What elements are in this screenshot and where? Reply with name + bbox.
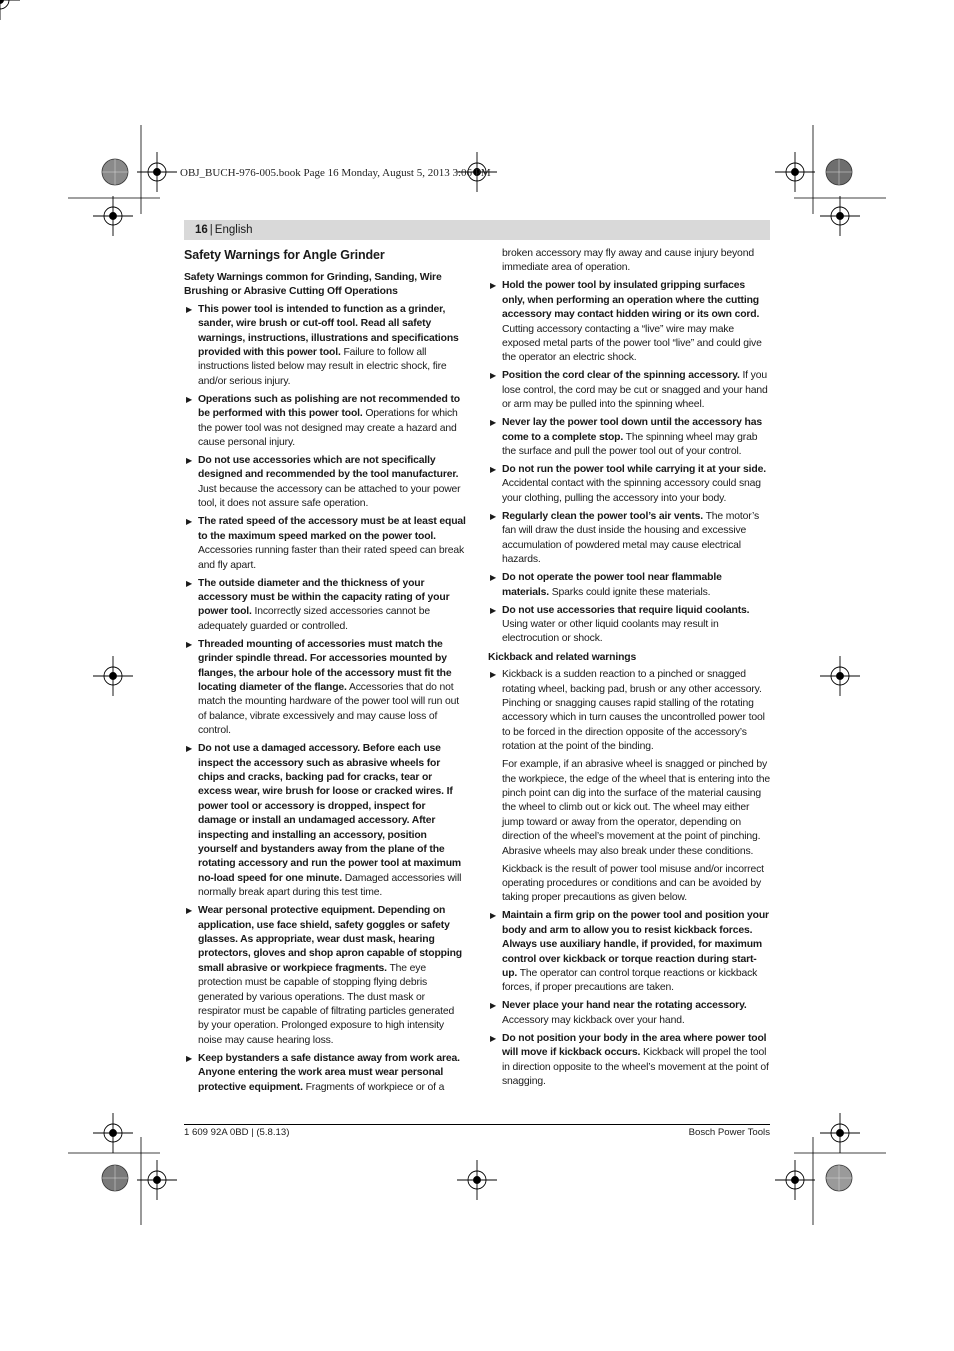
warning-bold-text: Regularly clean the power tool’s air vents. [502, 510, 704, 522]
warning-explanation: Accidental contact with the spinning accessory could snag your clothing, pulling the accessory into your body. [502, 478, 761, 504]
bullet-icon: ▶ [490, 371, 497, 381]
right-warning-list [488, 279, 770, 646]
bullet-icon: ▶ [490, 1001, 497, 1011]
warning-bold-text: Keep bystanders a safe distance away from work area. Anyone entering the work area must wear personal protective equipment. [198, 1052, 460, 1093]
warning-explanation: The operator can control torque reactions or kickback forces, if proper precautions are taken. [502, 968, 758, 994]
warning-bold-text: Maintain a firm grip on the power tool and position your body and arm to allow you to resist kickback forces. Always use auxiliary handle, if provided, for maximum control over kickback or torque reaction during start-up. [502, 910, 769, 980]
bullet-icon: ▶ [186, 906, 193, 916]
warning-item [488, 369, 770, 412]
bullet-icon: ▶ [490, 911, 497, 921]
warning-explanation: Fragments of workpiece or of a [302, 1081, 445, 1093]
warning-explanation: Sparks could ignite these materials. [549, 586, 711, 598]
left-column [184, 247, 466, 1099]
bullet-icon: ▶ [186, 394, 193, 404]
warning-item [488, 1032, 770, 1090]
bullet-icon: ▶ [490, 465, 497, 475]
warning-bold-text: Never lay the power tool down until the accessory has come to a complete stop. [502, 417, 762, 443]
warning-item [488, 571, 770, 600]
warning-bold-text: Do not use accessories which are not specifically designed and recommended by the tool manufacturer. [198, 455, 459, 481]
warning-item [184, 303, 466, 389]
warning-explanation: Damaged accessories will normally break apart during this test time. [198, 872, 462, 899]
warning-item [488, 416, 770, 459]
warning-item [488, 999, 770, 1028]
kickback-cause: Kickback is the result of power tool misuse and/or incorrect operating procedures or conditions and can be avoided by taking proper precautions as given below. [502, 863, 764, 904]
header-separator: | [209, 224, 213, 236]
warning-item [184, 1052, 466, 1095]
page-header [184, 220, 770, 240]
kickback-warning-list [488, 909, 770, 1089]
warning-bold-text: Position the cord clear of the spinning accessory. [502, 370, 740, 382]
warning-item [184, 454, 466, 512]
kickback-heading: Kickback and related warnings [488, 651, 637, 663]
section-subtitle: Safety Warnings common for Grinding, Sanding, Wire Brushing or Abrasive Cutting Off Operations [184, 272, 442, 298]
footer-brand: Bosch Power Tools [688, 1127, 770, 1138]
warning-bold-text: Hold the power tool by insulated gripping surfaces only, when performing an operation where the cutting accessory may contact hidden wiring or its own cord. [502, 280, 760, 321]
warning-explanation: If you lose control, the cord may be cut or snagged and your hand or arm may be pulled into the spinning wheel. [502, 370, 768, 411]
bullet-icon: ▶ [490, 573, 497, 583]
warning-explanation: Incorrectly sized accessories cannot be adequately guarded or controlled. [198, 606, 430, 632]
warning-explanation: Just because the accessory can be attached to your power tool, it does not assure safe operation. [198, 483, 461, 510]
warning-explanation: Operations for which the power tool was not designed may create a hazard and cause personal injury. [198, 408, 458, 449]
left-warning-list [184, 303, 466, 1095]
continued-text: broken accessory may fly away and cause injury beyond immediate area of operation. [502, 248, 754, 274]
warning-explanation: Using water or other liquid coolants may result in electrocution or shock. [502, 618, 719, 645]
warning-bold-text: The rated speed of the accessory must be at least equal to the maximum speed marked on the power tool. [198, 516, 466, 542]
warning-explanation: Accessories running faster than their rated speed can break and fly apart. [198, 545, 465, 571]
warning-item [488, 510, 770, 568]
print-slug: OBJ_BUCH-976-005.book Page 16 Monday, August 5, 2013 3:06 PM [180, 167, 491, 179]
bullet-icon: ▶ [490, 1033, 497, 1043]
bullet-icon: ▶ [490, 670, 497, 680]
page-number: 16 [195, 224, 208, 236]
warning-item [184, 638, 466, 739]
header-language: English [214, 224, 253, 236]
bullet-icon: ▶ [186, 744, 193, 754]
warning-item [488, 463, 770, 506]
warning-bold-text: This power tool is intended to function as a grinder, sander, wire brush or cut-off tool. Read all safety warnings, instructions, illustrations and specifications provided with this power tool. [198, 303, 459, 359]
warning-explanation: The motor’s fan will draw the dust inside the housing and excessive accumulation of powdered metal may cause electrical hazards. [502, 510, 759, 566]
warning-item [184, 393, 466, 451]
warning-item [488, 909, 770, 995]
warning-explanation: The spinning wheel may grab the surface and pull the power tool out of your control. [502, 431, 758, 458]
warning-bold-text: Operations such as polishing are not recommended to be performed with this power tool. [198, 393, 460, 420]
section-title: Safety Warnings for Angle Grinder [184, 248, 385, 262]
warning-item [184, 577, 466, 635]
kickback-example: For example, if an abrasive wheel is snagged or pinched by the workpiece, the edge of the wheel that is entering into the pinch point can dig into the surface of the material causing the wheel to climb out or kick out. The wheel may either jump toward or away from the operator, depending on direction of the wheel’s movement at the point of pinching. Abrasive wheels may also break under these conditions. [502, 759, 770, 857]
warning-explanation: Failure to follow all instructions listed below may result in electric shock, fire and/or serious injury. [198, 347, 447, 387]
kickback-intro: ▶ Kickback is a sudden reaction to a pinched or snagged rotating wheel, backing pad, brush or any other accessory. Pinching or snagging causes rapid stalling of the rotating accessory which in turn causes the uncontrolled power tool to be forced in the direction opposite of the accessory’s rotation at the point of the binding. [490, 669, 765, 753]
warning-bold-text: Never place your hand near the rotating accessory. [502, 1000, 747, 1012]
warning-item [488, 279, 770, 365]
crosshair-marks [0, 0, 20, 20]
bullet-icon: ▶ [186, 304, 193, 314]
bullet-icon: ▶ [186, 639, 193, 649]
bullet-icon: ▶ [490, 418, 497, 428]
warning-bold-text: Threaded mounting of accessories must match the grinder spindle thread. For accessories mounted by flanges, the arbour hole of the accessory must fit the locating diameter of the flange. [198, 638, 452, 693]
bullet-icon: ▶ [186, 517, 193, 527]
warning-explanation: Kickback will propel the tool in direction opposite to the wheel’s movement at the point of snagging. [502, 1047, 769, 1088]
warning-explanation: Cutting accessory contacting a “live” wire may make exposed metal parts of the power tool “live” and could give the operator an electric shock. [502, 323, 762, 364]
warning-explanation: Accessories that do not match the mounting hardware of the power tool will run out of balance, vibrate excessively and may cause loss of control. [198, 681, 460, 737]
warning-bold-text: The outside diameter and the thickness of your accessory must be within the capacity rating of your power tool. [198, 577, 450, 618]
warning-item [488, 604, 770, 647]
warning-bold-text: Wear personal protective equipment. Depending on application, use face shield, safety goggles or safety glasses. As appropriate, wear dust mask, hearing protectors, gloves and shop apron capable of stopping small abrasive or workpiece fragments. [198, 905, 462, 974]
warning-explanation: The eye protection must be capable of stopping flying debris generated by various operations. The dust mask or respirator must be capable of filtrating particles generated by your operation. Prolonged exposure to high intensity noise may cause hearing loss. [198, 962, 455, 1046]
bullet-icon: ▶ [490, 511, 497, 521]
bullet-icon: ▶ [186, 1053, 193, 1063]
bullet-icon: ▶ [490, 281, 497, 291]
warning-explanation: Accessory may kickback over your hand. [502, 1014, 685, 1026]
bullet-icon: ▶ [490, 605, 497, 615]
footer-rule [184, 1124, 770, 1125]
warning-item [184, 904, 466, 1048]
warning-bold-text: Do not operate the power tool near flammable materials. [502, 572, 722, 598]
right-column [488, 247, 770, 1093]
footer-doc-number: 1 609 92A 0BD | (5.8.13) [184, 1127, 290, 1138]
warning-item [184, 515, 466, 573]
bullet-icon: ▶ [186, 456, 193, 466]
bullet-icon: ▶ [186, 578, 193, 588]
warning-item [184, 742, 466, 900]
warning-bold-text: Do not use accessories that require liquid coolants. [502, 604, 750, 616]
warning-bold-text: Do not position your body in the area where power tool will move if kickback occurs. [502, 1032, 767, 1059]
warning-bold-text: Do not use a damaged accessory. Before each use inspect the accessory such as abrasive wheels for chips and cracks, backing pad for cracks, tear or excess wear, wire brush for loose or cracked wires. If power tool or accessory is dropped, inspect for damage or install an undamaged accessory. After inspecting and installing an accessory, position yourself and bystanders away from the plane of the rotating accessory and run the power tool at maximum no-load speed for one minute. [198, 743, 461, 884]
warning-bold-text: Do not run the power tool while carrying it at your side. [502, 464, 766, 476]
